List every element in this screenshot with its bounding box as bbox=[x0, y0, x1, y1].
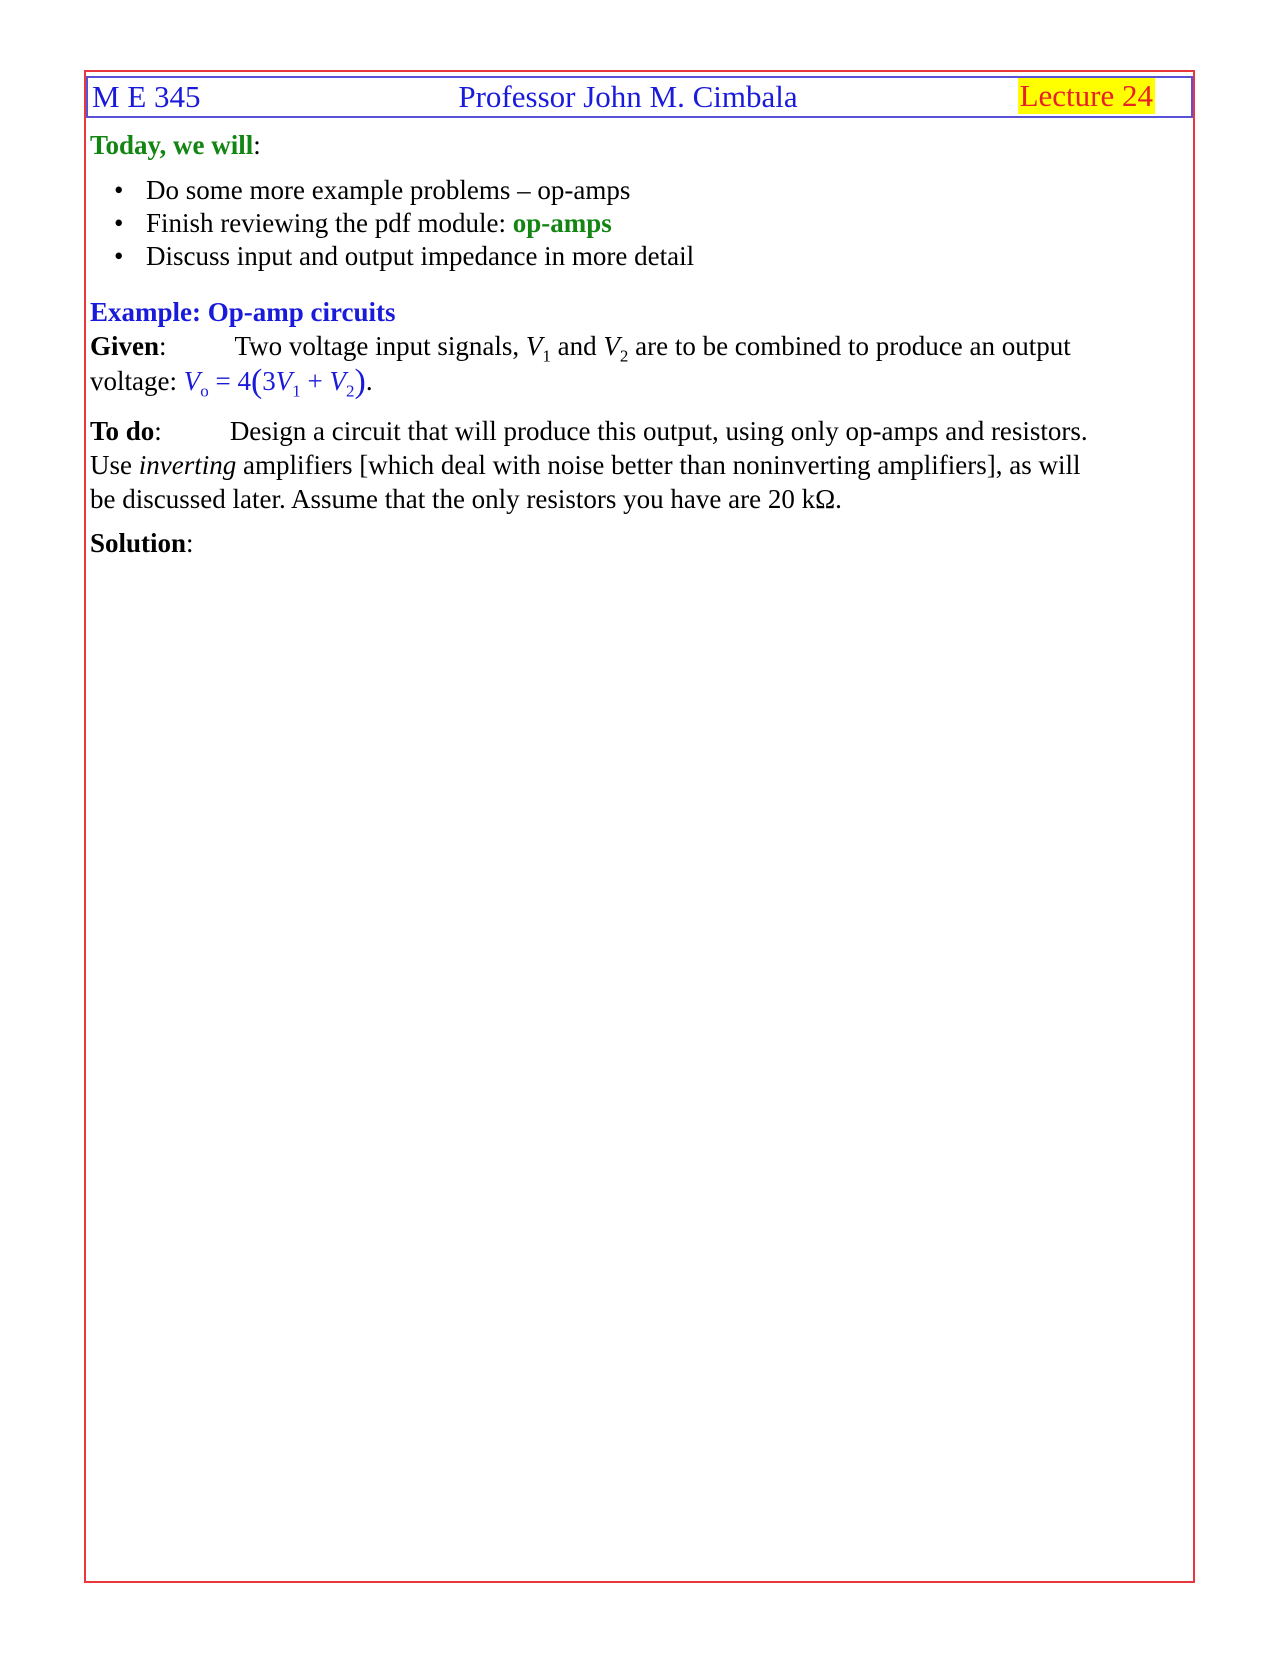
agenda-item bbox=[114, 207, 1180, 240]
voltage-label: voltage: bbox=[90, 366, 184, 396]
given-text-1: Two voltage input signals, bbox=[234, 331, 526, 361]
todo-use: Use bbox=[90, 450, 139, 480]
eq-lhs-sub: o bbox=[200, 381, 209, 401]
today-heading-line bbox=[90, 128, 1180, 162]
example-title: Example: Op-amp circuits bbox=[90, 297, 396, 327]
solution-heading-line bbox=[90, 526, 1180, 560]
todo-label: To do bbox=[90, 416, 155, 446]
document-body bbox=[90, 128, 1180, 560]
eq-v2: V bbox=[329, 366, 347, 396]
todo-paragraph bbox=[90, 414, 1180, 516]
todo-line1: Design a circuit that will produce this output, using only op-amps and resistors. bbox=[229, 416, 1088, 446]
eq-coeff: 3 bbox=[262, 366, 276, 396]
todo-line3: be discussed later. Assume that the only resistors you have are 20 kΩ. bbox=[90, 484, 842, 514]
course-code: M E 345 bbox=[92, 79, 201, 114]
var-v1-sub: 1 bbox=[542, 346, 551, 366]
bullet-icon: • bbox=[114, 208, 124, 238]
var-v1: V bbox=[525, 331, 543, 361]
bullet-icon: • bbox=[114, 241, 124, 271]
eq-v2-sub: 2 bbox=[346, 381, 355, 401]
given-and: and bbox=[550, 331, 604, 361]
today-heading: Today, we will bbox=[90, 130, 254, 160]
eq-open-paren: ( bbox=[250, 363, 263, 400]
agenda-item bbox=[114, 174, 1180, 207]
given-colon: : bbox=[159, 331, 167, 361]
var-v2-sub: 2 bbox=[619, 346, 629, 366]
eq-plus: + bbox=[300, 366, 330, 396]
eq-v1-sub: 1 bbox=[292, 381, 301, 401]
eq-equals: = 4 bbox=[208, 366, 251, 396]
today-colon: : bbox=[253, 130, 261, 160]
given-label: Given bbox=[90, 331, 160, 361]
professor-name: Professor John M. Cimbala bbox=[458, 79, 798, 114]
eq-period: . bbox=[365, 366, 373, 396]
header-bar bbox=[86, 76, 1193, 118]
agenda-item-text: Discuss input and output impedance in more detail bbox=[146, 241, 695, 271]
module-link[interactable]: op-amps bbox=[512, 208, 612, 238]
solution-label: Solution bbox=[90, 528, 187, 558]
var-v2: V bbox=[603, 331, 620, 361]
todo-inverting: inverting bbox=[138, 450, 237, 480]
given-text-2: are to be combined to produce an output bbox=[628, 331, 1071, 361]
given-paragraph bbox=[90, 329, 1180, 401]
eq-v1: V bbox=[275, 366, 293, 396]
agenda-item-text: Finish reviewing the pdf module: bbox=[146, 208, 513, 238]
lecture-number: Lecture 24 bbox=[1019, 78, 1153, 113]
eq-lhs: V bbox=[183, 366, 201, 396]
agenda-list bbox=[90, 174, 1180, 273]
eq-close-paren: ) bbox=[354, 363, 366, 400]
todo-colon: : bbox=[154, 416, 162, 446]
bullet-icon: • bbox=[114, 175, 124, 205]
agenda-item-text: Do some more example problems – op-amps bbox=[146, 175, 631, 205]
solution-colon: : bbox=[186, 528, 194, 558]
output-equation bbox=[183, 363, 366, 401]
agenda-item bbox=[114, 240, 1180, 273]
todo-line2-rest: amplifiers [which deal with noise better than noninverting amplifiers], as will bbox=[236, 450, 1081, 480]
